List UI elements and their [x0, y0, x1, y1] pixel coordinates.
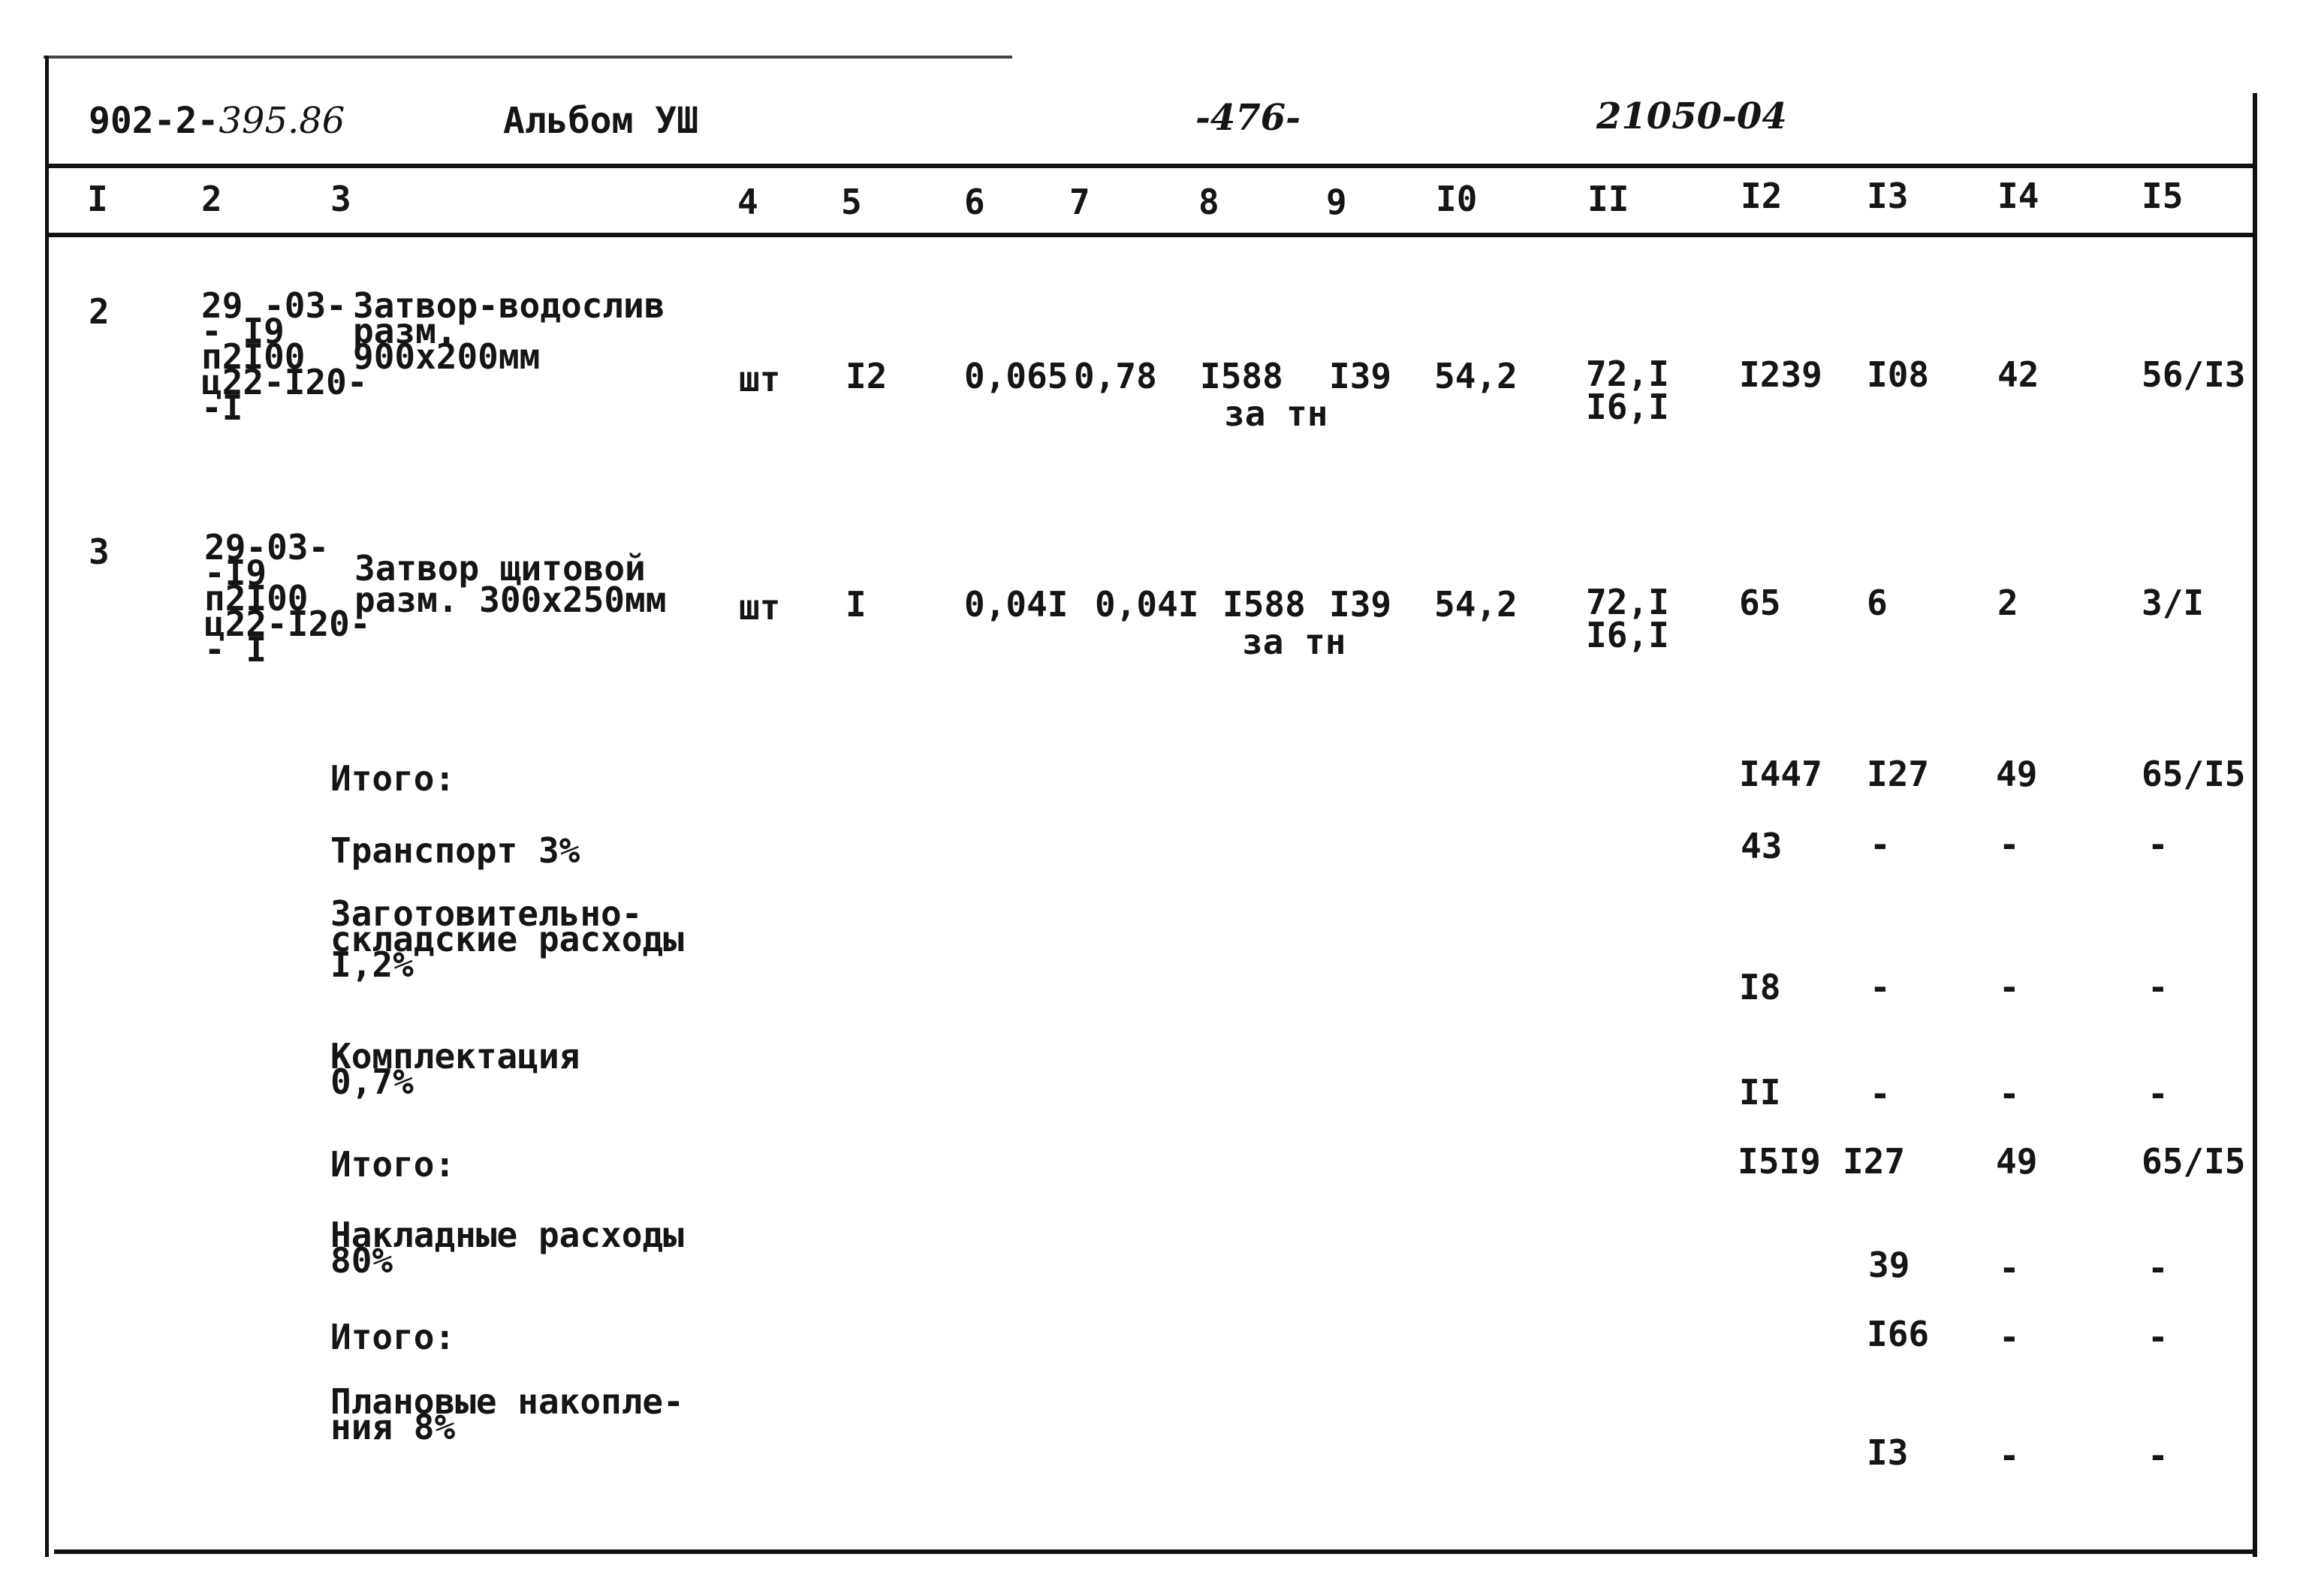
col-header: 9 [1326, 182, 1347, 222]
item-name: Затвор-водослив разм. 900х200мм [353, 285, 665, 377]
row-number: 2 [89, 291, 110, 332]
page-number: -476- [1195, 97, 1301, 139]
cell-col14: 49 [1996, 1141, 2038, 1182]
cell-col7: 0,78 [1074, 356, 1157, 396]
col-header: I3 [1867, 176, 1909, 216]
cell-col13: - [1870, 824, 1891, 865]
cell-col13: 39 [1868, 1245, 1910, 1285]
cell-col7: 0,04I [1095, 584, 1199, 625]
cell-col13: - [1870, 1074, 1891, 1114]
cell-col8-9-note: за тн [1224, 393, 1328, 434]
cell-col15: - [2148, 1317, 2169, 1357]
cell-col8: I588 [1222, 584, 1306, 625]
cell-col14: 42 [1997, 354, 2039, 395]
col-header: 5 [841, 182, 862, 222]
price-code: 29-03- -I9 п2I00 ц22-I20- - I [204, 527, 371, 670]
cell-col10: 54,2 [1434, 584, 1518, 625]
cell-col12: I239 [1739, 354, 1822, 395]
cell-col9: I39 [1329, 356, 1392, 396]
cell-col13: 6 [1867, 583, 1888, 623]
cell-col15: - [2148, 1074, 2169, 1114]
cell-col8-9-note: за тн [1242, 622, 1346, 662]
cell-col15: 56/I3 [2142, 354, 2246, 395]
col-header: I5 [2142, 176, 2184, 216]
cell-col13: I3 [1867, 1432, 1909, 1473]
cell-col13: - [1870, 967, 1891, 1007]
summary-label: Итого: [330, 758, 456, 799]
cell-col13: I27 [1843, 1141, 1906, 1182]
unit: шт [739, 587, 781, 628]
col-header: I4 [1997, 176, 2039, 216]
cell-col13: I08 [1867, 354, 1930, 395]
col-header: II [1587, 179, 1629, 219]
summary-label: Заготовительно- складские расходы I,2% [330, 893, 684, 985]
quantity: I [846, 584, 867, 625]
cell-col15: 65/I5 [2142, 1141, 2246, 1182]
frame-right-edge [2253, 93, 2257, 1557]
doc-code-handwritten: 395.86 [219, 100, 345, 142]
col-header: 2 [201, 179, 222, 219]
cell-col15: - [2148, 1435, 2169, 1476]
summary-label: Итого: [330, 1317, 456, 1357]
summary-label: Комплектация 0,7% [330, 1036, 580, 1102]
cell-col14: - [1999, 1317, 2020, 1357]
cell-col9: I39 [1329, 584, 1392, 625]
col-header: 3 [330, 179, 351, 219]
cell-col10: 54,2 [1434, 356, 1518, 396]
cell-col11: 72,I I6,I [1586, 354, 1669, 427]
cell-col12: I8 [1739, 967, 1781, 1007]
col-header: 8 [1198, 182, 1219, 222]
frame-top-edge [44, 56, 1012, 59]
cell-col15: 65/I5 [2142, 754, 2246, 794]
cell-col14: - [1999, 1248, 2020, 1288]
unit: шт [739, 359, 781, 399]
cell-col14: 2 [1997, 583, 2018, 623]
quantity: I2 [846, 356, 888, 396]
col-header: I [87, 179, 108, 219]
summary-label: Итого: [330, 1144, 456, 1185]
cell-col13: I66 [1867, 1314, 1930, 1354]
album-title: Альбом УШ [503, 100, 699, 142]
cell-col15: 3/I [2142, 583, 2205, 623]
cell-col12: 65 [1739, 583, 1781, 623]
cell-col14: 49 [1996, 754, 2038, 794]
cell-col15: - [2148, 824, 2169, 865]
summary-label: Плановые накопле- ния 8% [330, 1381, 684, 1447]
col-header: I0 [1436, 179, 1478, 219]
cell-col6: 0,065 [964, 356, 1069, 396]
cell-col15: - [2148, 1248, 2169, 1288]
cell-col14: - [1999, 824, 2020, 865]
col-header: 7 [1069, 182, 1090, 222]
cell-col13: I27 [1867, 754, 1930, 794]
item-name: Затвор щитовой разм. 300х250мм [354, 548, 667, 620]
doc-code: 902-2-395.86 [89, 100, 345, 142]
header-rule-bottom [45, 233, 2257, 237]
col-header: I2 [1741, 176, 1783, 216]
cell-col11: 72,I I6,I [1586, 582, 1669, 655]
cell-col6: 0,04I [964, 584, 1069, 625]
summary-label: Транспорт 3% [330, 830, 580, 871]
frame-bottom-edge [54, 1549, 2257, 1554]
cell-col12: I447 [1739, 754, 1822, 794]
price-code: 29 -03- - I9 п2I00 ц22-I20- -I [201, 285, 368, 428]
cell-col14: - [1999, 1074, 2020, 1114]
col-header: 4 [737, 182, 758, 222]
cell-col12: I5I9 [1738, 1141, 1821, 1182]
cell-col12: 43 [1741, 826, 1783, 866]
cell-col15: - [2148, 967, 2169, 1007]
cell-col12: II [1739, 1072, 1781, 1113]
cell-col14: - [1999, 1435, 2020, 1476]
estimate-number: 21050-04 [1596, 95, 1787, 137]
summary-label: Накладные расходы 80% [330, 1215, 684, 1281]
cell-col14: - [1999, 967, 2020, 1007]
cell-col8: I588 [1200, 356, 1283, 396]
row-number: 3 [89, 531, 110, 572]
frame-left-edge [45, 56, 49, 1557]
col-header: 6 [964, 182, 985, 222]
header-rule-top [45, 164, 2257, 168]
